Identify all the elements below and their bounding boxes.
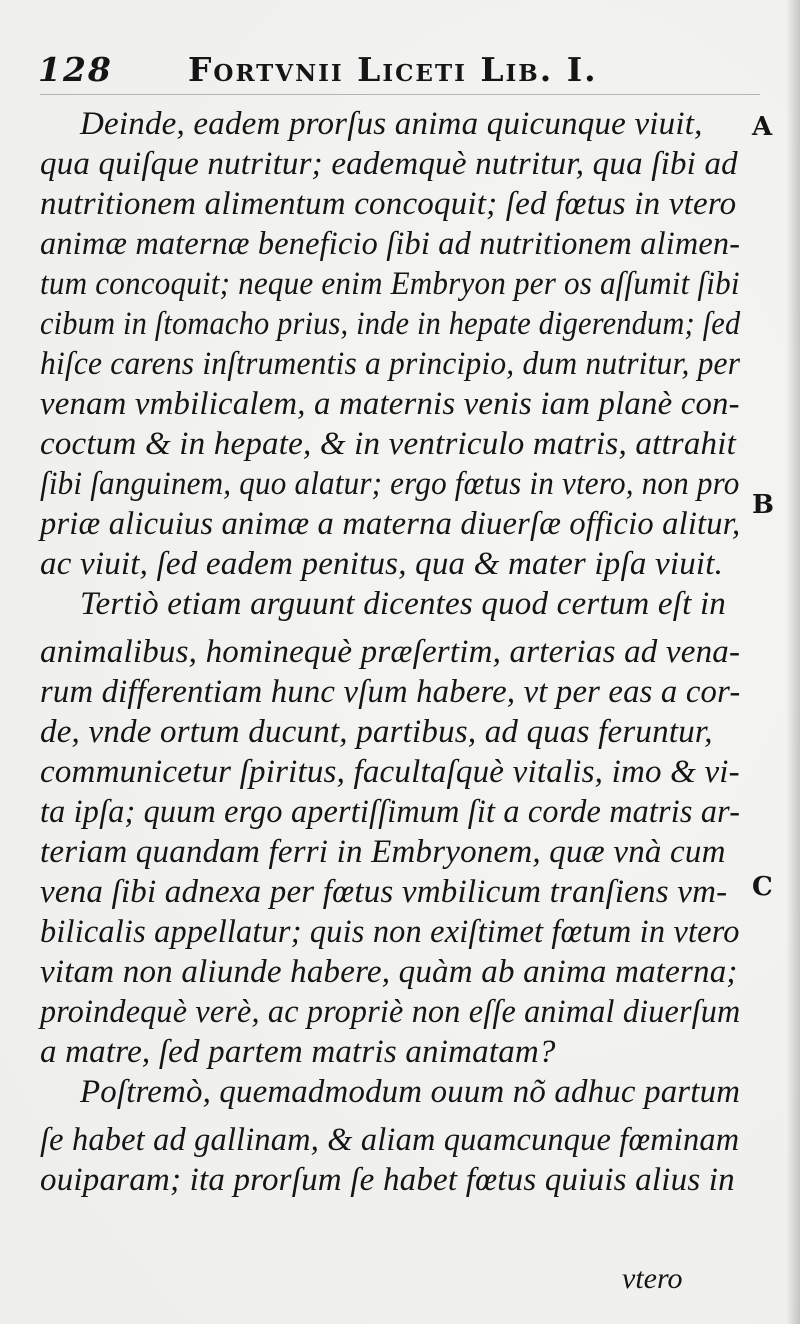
text-line: priæ alicuius animæ a materna diuerſæ officio alitur, <box>40 506 741 542</box>
text-line: Tertiò etiam arguunt dicentes quod certum eſt in <box>80 586 727 622</box>
text-line: animalibus, hominequè præſertim, arterias ad vena- <box>40 634 741 670</box>
text-line: cibum in ſtomacho prius, inde in hepate digerendum; ſed <box>40 306 741 342</box>
header-rule <box>40 94 760 95</box>
text-line: bilicalis appellatur; quis non exiſtimet fœtum in vtero <box>40 914 740 950</box>
text-line: de, vnde ortum ducunt, partibus, ad quas feruntur, <box>40 714 713 750</box>
text-line: ſe habet ad gallinam, & aliam quamcunque fœminam <box>40 1122 740 1158</box>
text-line: proindequè verè, ac propriè non eſſe animal diuerſum <box>40 994 741 1030</box>
text-line: qua quiſque nutritur; eademquè nutritur, qua ſibi ad <box>40 146 738 182</box>
text-line: venam vmbilicalem, a maternis venis iam planè con- <box>40 386 740 422</box>
text-line: rum differentiam hunc vſum habere, vt per eas a cor- <box>40 674 741 710</box>
text-line: teriam quandam ferri in Embryonem, quæ vnà cum <box>40 834 726 870</box>
text-line: Deinde, eadem prorſus anima quicunque viuit, <box>80 106 703 142</box>
text-line: vitam non aliunde habere, quàm ab anima materna; <box>40 954 738 990</box>
text-line: nutritionem alimentum concoquit; ſed fœtus in vtero <box>40 186 737 222</box>
catchword: vtero <box>622 1262 683 1295</box>
running-head: Fortvnii Liceti Lib. I. <box>188 50 598 89</box>
text-line: coctum & in hepate, & in ventriculo matris, attrahit <box>40 426 736 462</box>
text-line: a matre, ſed partem matris animatam? <box>40 1034 556 1070</box>
margin-letter-b: B <box>752 490 774 520</box>
text-line: ac viuit, ſed eadem penitus, qua & mater ipſa viuit. <box>40 546 724 582</box>
text-line: animæ maternæ beneficio ſibi ad nutritionem alimen- <box>40 226 741 262</box>
margin-letter-c: C <box>752 872 773 902</box>
text-line: communicetur ſpiritus, facultaſquè vitalis, imo & vi- <box>40 754 740 790</box>
page-edge-shadow <box>786 0 800 1324</box>
text-line: hiſce carens inſtrumentis a principio, dum nutritur, per <box>40 346 741 382</box>
text-line: ta ipſa; quum ergo apertiſſimum ſit a corde matris ar- <box>40 794 741 830</box>
page-header <box>38 50 758 98</box>
text-line: vena ſibi adnexa per fœtus vmbilicum tranſiens vm- <box>40 874 728 910</box>
text-line: ſibi ſanguinem, quo alatur; ergo fœtus in vtero, non pro <box>40 466 740 502</box>
text-line: Poſtremò, quemadmodum ouum nõ adhuc partum <box>80 1074 741 1110</box>
margin-letter-a: A <box>752 112 773 142</box>
page-number: 128 <box>38 50 113 89</box>
text-line: ouiparam; ita prorſum ſe habet fœtus quiuis alius in <box>40 1162 735 1198</box>
text-line: tum concoquit; neque enim Embryon per os aſſumit ſibi <box>40 266 740 302</box>
